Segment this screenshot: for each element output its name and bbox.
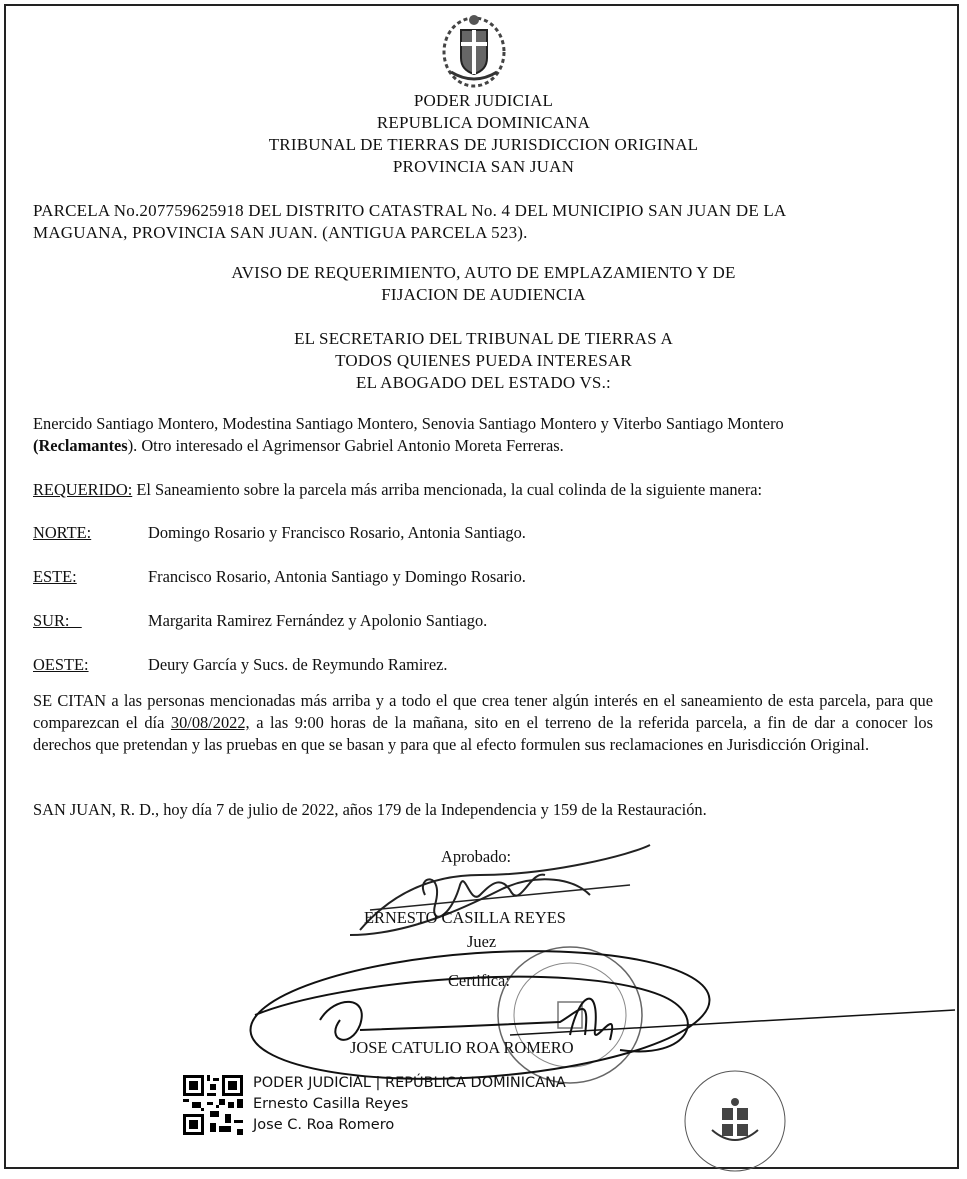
boundary-label: NORTE: — [33, 523, 92, 542]
certify-label: Certifica: — [448, 971, 510, 990]
citation-date: 30/08/2022, — [170, 713, 250, 732]
secretary-line-1: EL SECRETARIO DEL TRIBUNAL DE TIERRAS A — [294, 329, 673, 348]
boundary-label: SUR: — [33, 611, 82, 630]
secretary-name: JOSE CATULIO ROA ROMERO — [350, 1038, 574, 1057]
secretary-line-2: TODOS QUIENES PUEDA INTERESAR — [335, 351, 632, 370]
official-seal-icon — [682, 1068, 788, 1174]
parcel-line-1: PARCELA No.207759625918 DEL DISTRITO CATASTRAL No. 4 DEL MUNICIPIO SAN JUAN DE LA — [33, 201, 787, 220]
boundary-este — [33, 566, 938, 610]
requerido-paragraph — [33, 479, 938, 501]
notice-title-line-1: AVISO DE REQUERIMIENTO, AUTO DE EMPLAZAMIENTO Y DE — [231, 263, 736, 282]
notice-title-line-2: FIJACION DE AUDIENCIA — [381, 285, 586, 304]
boundary-label: OESTE: — [33, 655, 89, 674]
header-line-tribunal: TRIBUNAL DE TIERRAS DE JURISDICCION ORIGINAL — [268, 135, 699, 154]
header-line-republica: REPUBLICA DOMINICANA — [376, 113, 591, 132]
secretary-signature — [240, 940, 960, 1090]
approved-label: Aprobado: — [441, 847, 512, 866]
boundary-text: Francisco Rosario, Antonia Santiago y Domingo Rosario. — [148, 567, 526, 586]
boundary-label: ESTE: — [33, 567, 77, 586]
citation-part-2: a las 9:00 horas de la mañana, sito en el terreno de la referida parcela, a fin de dar a conocer los derechos que pretendan y las pruebas en que se basan y para que al efecto formulen sus reclamaciones en Jurisdicción Original. — [33, 713, 933, 754]
parcel-line-2: MAGUANA, PROVINCIA SAN JUAN. (ANTIGUA PARCELA 523). — [33, 223, 528, 242]
header-line-poder-judicial: PODER JUDICIAL — [413, 91, 554, 110]
claimants-line-1: Enercido Santiago Montero, Modestina Santiago Montero, Senovia Santiago Montero y Viterbo Santiago Montero — [33, 414, 784, 433]
claimants-open-paren: ( — [33, 436, 39, 455]
secretary-line-3: EL ABOGADO DEL ESTADO VS.: — [356, 373, 611, 392]
requerido-label: REQUERIDO: — [33, 480, 133, 499]
boundary-norte — [33, 522, 938, 566]
judge-title: Juez — [467, 932, 497, 951]
boundary-sur — [33, 610, 938, 654]
judge-name: ERNESTO CASILLA REYES — [364, 908, 566, 927]
footer-line-1: PODER JUDICIAL | REPÚBLICA DOMINICANA — [253, 1075, 566, 1091]
footer-line-2: Ernesto Casilla Reyes — [253, 1096, 409, 1112]
claimants-line-2 — [33, 435, 938, 457]
dateline: SAN JUAN, R. D., hoy día 7 de julio de 2022, años 179 de la Independencia y 159 de la Restauración. — [33, 800, 707, 819]
footer-line-3: Jose C. Roa Romero — [253, 1117, 395, 1133]
boundary-text: Deury García y Sucs. de Reymundo Ramirez. — [148, 655, 448, 674]
citation-paragraph — [33, 690, 933, 756]
citation-part-1: SE CITAN a las personas mencionadas más arriba y a todo el que crea tener algún interés en el saneamiento de esta parcela, para que comparezcan el día — [33, 691, 933, 732]
boundary-text: Domingo Rosario y Francisco Rosario, Antonia Santiago. — [148, 523, 526, 542]
boundary-text: Margarita Ramirez Fernández y Apolonio Santiago. — [148, 611, 488, 630]
qr-code-icon — [183, 1075, 243, 1135]
claimants-rest: ). Otro interesado el Agrimensor Gabriel Antonio Moreta Ferreras. — [127, 436, 564, 455]
header-line-provincia: PROVINCIA SAN JUAN — [392, 157, 575, 176]
coat-of-arms-emblem — [441, 12, 507, 88]
claimants-bold: Reclamantes — [38, 436, 128, 455]
requerido-text: El Saneamiento sobre la parcela más arriba mencionada, la cual colinda de la siguiente manera: — [132, 480, 763, 499]
